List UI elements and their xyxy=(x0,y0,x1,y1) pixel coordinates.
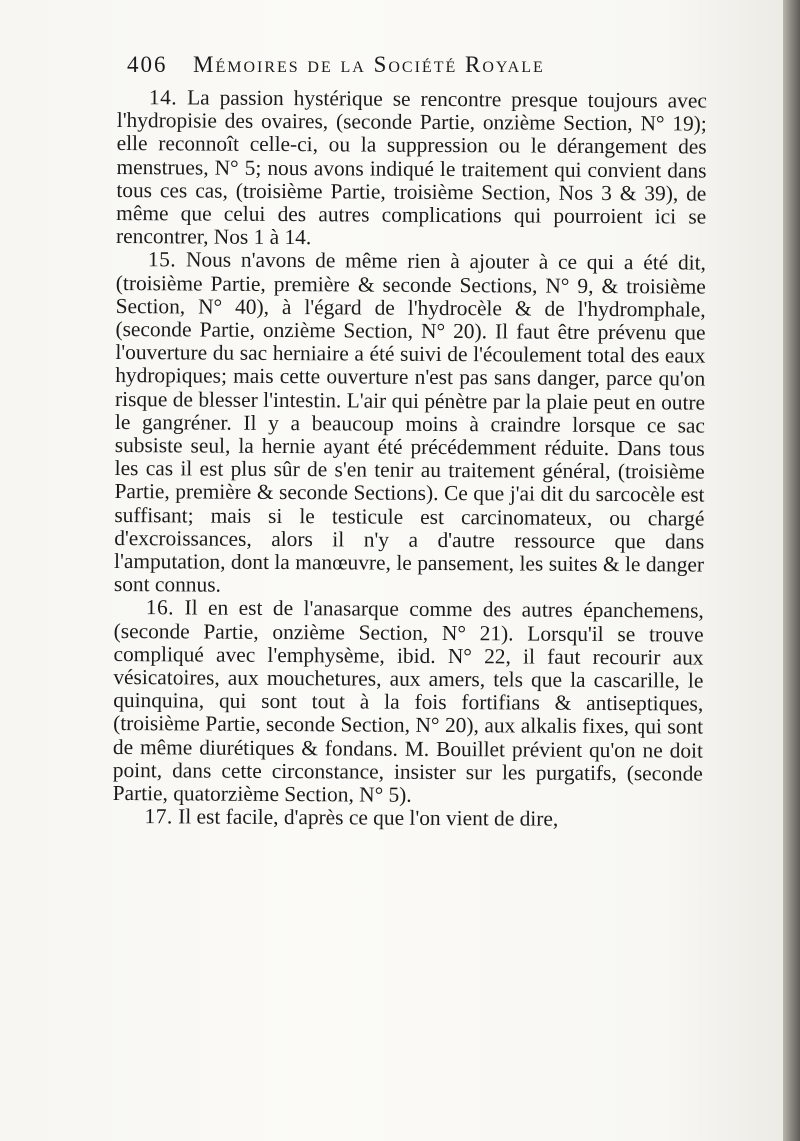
paragraph-16 xyxy=(113,596,704,808)
paragraph-text: Il en est de l'anasarque comme des autres épanchemens, (seconde Partie, onzième Section, N° 21). Lorsqu'il se trouve compliqué avec l'emphysème, ibid. N° 22, il faut recourir aux vésicatoires, aux mouchetures, aux amers, tels que la cascarille, le quinquina, qui sont tout à la fois fortifians & antiseptiques, (troisième Partie, seconde Section, N° 20), aux alkalis fixes, qui sont de même diurétiques & fondans. M. Bouillet prévient qu'on ne doit point, dans cette circonstance, insister sur les purgatifs, (seconde Partie, quatorzième Section, N° 5). xyxy=(112,595,704,807)
running-title: Mémoires de la Société Royale xyxy=(193,52,545,77)
paragraph-17 xyxy=(112,805,702,832)
paragraph-text: Nous n'avons de même rien à ajouter à ce qui a été dit, (troisième Partie, première & seconde Sections, N° 9, & troisième Section, N° 40), à l'égard de l'hydrocèle & de l'hydromphale, (seconde Partie, onzième Section, N° 20). Il faut être prévenu que l'ouverture du sac herniaire a été suivi de l'écoulement total des eaux hydropiques; mais cette ouverture n'est pas sans danger, parce qu'on risque de blesser l'intestin. L'air qui pénètre par la plaie peut en outre le gangréner. Il y a beaucoup moins à craindre lorsque ce sac subsiste seul, la hernie ayant été précédemment réduite. Dans tous les cas il est plus sûr de s'en tenir au traitement général, (troisième Partie, première & seconde Sections). Ce que j'ai dit du sarcocèle est suffisant; mais si le testicule est carcinomateux, ou chargé d'excroissances, alors il n'y a d'autre ressource que dans l'amputation, dont la manœuvre, le pansement, les suites & le danger sont connus. xyxy=(113,247,706,597)
paragraph-number: 16. xyxy=(145,595,175,620)
paragraph-15 xyxy=(114,248,706,600)
page-number: 406 xyxy=(127,52,168,77)
paragraph-number: 15. xyxy=(147,247,177,272)
paragraph-text: La passion hystérique se rencontre presque toujours avec l'hydropisie des ovaires, (seconde Partie, onzième Section, N° 19); elle reconnoît celle-ci, ou la suppression ou le dérangement des menstrues, N° 5; nous avons indiqué le traitement qui convient dans tous ces cas, (troisième Partie, troisième Section, Nos 3 & 39), de même que celui des autres complications qui pourroient ici se rencontrer, Nos 1 à 14. xyxy=(116,85,707,250)
running-head xyxy=(127,52,707,86)
paragraph-14 xyxy=(116,86,707,252)
paragraph-number: 14. xyxy=(148,85,178,110)
paragraph-number: 17. xyxy=(144,804,173,829)
body-text xyxy=(112,86,707,832)
paragraph-text: Il est facile, d'après ce que l'on vient de dire, xyxy=(178,804,559,832)
page-gutter-shadow xyxy=(783,0,800,1141)
